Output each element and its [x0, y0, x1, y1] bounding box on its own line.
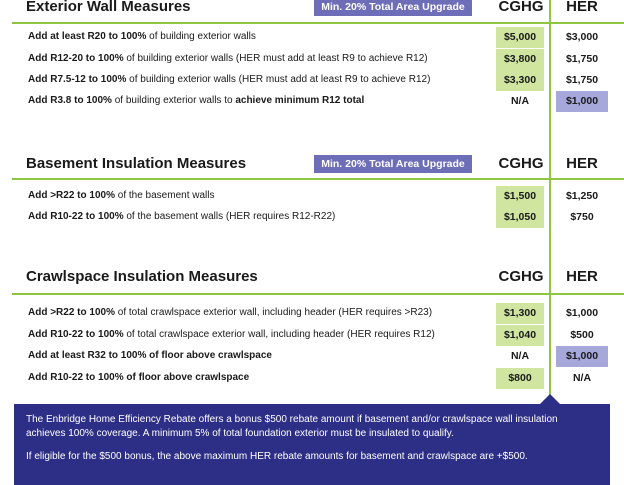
min-area-badge: Min. 20% Total Area Upgrade: [314, 0, 472, 16]
table-row: [0, 49, 624, 70]
cghg-amount: $1,050: [496, 207, 544, 228]
her-amount: $750: [570, 211, 594, 223]
table-row: [0, 91, 624, 112]
her-column-header: HER: [566, 0, 598, 15]
measure-description: Add R12-20 to 100% of building exterior walls (HER must add at least R9 to achieve R12): [28, 53, 428, 64]
measure-description: Add at least R20 to 100% of building exterior walls: [28, 31, 256, 42]
section-title: Basement Insulation Measures: [26, 155, 247, 172]
her-amount: $1,250: [565, 190, 599, 202]
table-row: [0, 186, 624, 207]
section-divider: [12, 178, 624, 180]
cghg-amount: N/A: [510, 95, 530, 107]
her-amount: $3,000: [565, 31, 599, 43]
measure-description: Add >R22 to 100% of the basement walls: [28, 190, 215, 201]
measure-description: Add >R22 to 100% of total crawlspace exterior wall, including header (HER requires >R23): [28, 307, 433, 318]
measure-description: Add R10-22 to 100% of floor above crawlspace: [28, 372, 250, 383]
measure-description: Add R10-22 to 100% of total crawlspace exterior wall, including header (HER requires R12): [28, 329, 435, 340]
table-row: [0, 207, 624, 228]
her-amount: $1,750: [565, 53, 599, 65]
section-divider: [12, 22, 624, 24]
cghg-amount: $5,000: [496, 27, 544, 48]
section-divider: [12, 293, 624, 295]
cghg-amount: $1,040: [496, 325, 544, 346]
cghg-column-header: CGHG: [498, 0, 544, 15]
measure-description: Add R3.8 to 100% of building exterior walls to achieve minimum R12 total: [28, 95, 365, 106]
her-amount: $1,000: [565, 307, 599, 319]
her-column-header: HER: [566, 155, 598, 172]
note-pointer: [540, 394, 560, 404]
bonus-rebate-note: [14, 404, 610, 485]
cghg-amount: $3,300: [496, 70, 544, 91]
her-column-header: HER: [566, 268, 598, 285]
cghg-amount: $1,500: [496, 186, 544, 207]
cghg-amount: $3,800: [496, 49, 544, 70]
table-row: [0, 303, 624, 324]
min-area-badge: Min. 20% Total Area Upgrade: [314, 155, 472, 173]
cghg-amount: N/A: [510, 350, 530, 362]
section-title: Exterior Wall Measures: [26, 0, 191, 15]
table-row: [0, 368, 624, 389]
note-paragraph: If eligible for the $500 bonus, the above maximum HER rebate amounts for basement and crawlspace are +$500.: [26, 451, 528, 462]
her-amount: N/A: [572, 372, 592, 384]
her-amount: $1,000: [556, 346, 608, 367]
measure-description: Add at least R32 to 100% of floor above crawlspace: [28, 350, 272, 361]
measure-description: Add R10-22 to 100% of the basement walls (HER requires R12-R22): [28, 211, 336, 222]
table-row: [0, 346, 624, 367]
table-row: [0, 70, 624, 91]
cghg-amount: $1,300: [496, 303, 544, 324]
crawlspace-insulation-header: [0, 268, 624, 288]
her-amount: $1,000: [556, 91, 608, 112]
cghg-column-header: CGHG: [498, 155, 544, 172]
section-title: Crawlspace Insulation Measures: [26, 268, 258, 285]
cghg-amount: $800: [496, 368, 544, 389]
exterior-wall-header: [0, 0, 624, 18]
table-row: [0, 27, 624, 48]
table-row: [0, 325, 624, 346]
her-amount: $500: [570, 329, 594, 341]
measure-description: Add R7.5-12 to 100% of building exterior walls (HER must add at least R9 to achieve R12): [28, 74, 431, 85]
basement-insulation-header: [0, 155, 624, 175]
her-amount: $1,750: [565, 74, 599, 86]
cghg-column-header: CGHG: [498, 268, 544, 285]
note-paragraph: The Enbridge Home Efficiency Rebate offers a bonus $500 rebate amount if basement and/or crawlspace wall insulation achieves 100% coverage. A minimum 5% of total foundation exterior must be insulated to qualify.: [26, 414, 558, 439]
